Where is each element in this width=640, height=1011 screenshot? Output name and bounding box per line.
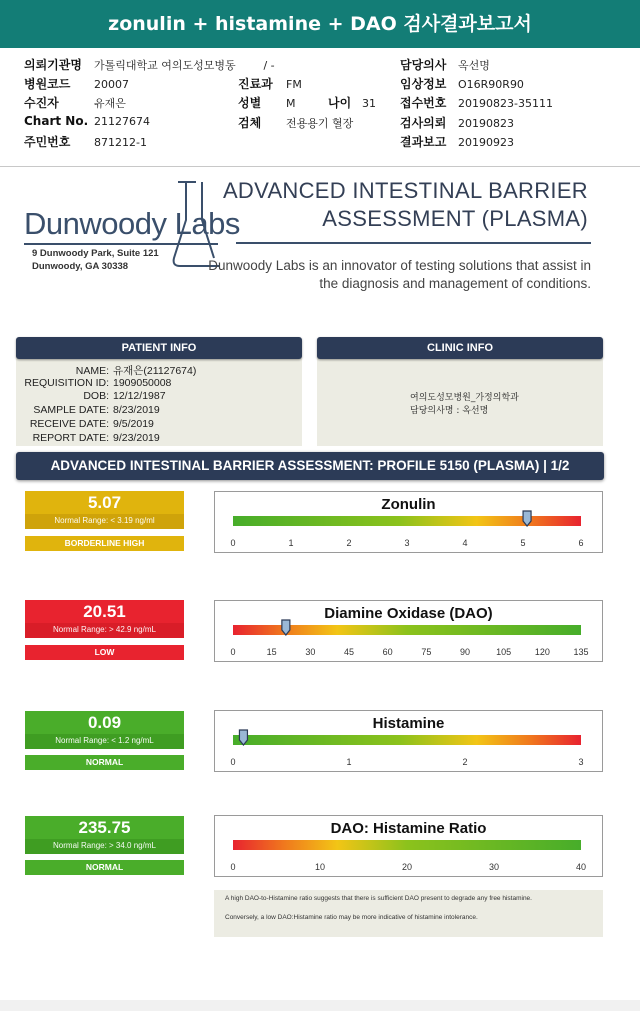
tick-label: 5	[520, 538, 526, 548]
header-chart-no: Chart No. 21127674	[24, 114, 150, 128]
gauge-title: DAO: Histamine Ratio	[330, 820, 487, 837]
tick-label: 10	[314, 862, 326, 872]
histamine-gauge	[214, 710, 603, 772]
title-underline	[236, 242, 591, 244]
header-patient: 수진자 유재은	[24, 96, 126, 110]
ratio-result	[25, 816, 184, 854]
header-divider	[0, 166, 640, 167]
tick-label: 0	[230, 757, 236, 767]
tick-label: 30	[305, 647, 316, 657]
address-line-1: 9 Dunwoody Park, Suite 121	[32, 248, 159, 259]
normal-range: Normal Range: > 34.0 ng/mL	[25, 839, 184, 854]
tick-label: 1	[346, 757, 352, 767]
page-footer-strip	[0, 1000, 640, 1011]
clinic-doctor: 담당의사명 : 옥선명	[410, 406, 489, 416]
report-date-row: REPORT DATE: 9/23/2019	[32, 432, 160, 444]
tick-label: 3	[578, 757, 584, 767]
tick-label: 75	[421, 647, 432, 657]
tick-label: 40	[575, 862, 587, 872]
logo-underline	[24, 243, 218, 245]
tick-label: 1	[288, 538, 294, 548]
header-age: 나이 31	[328, 96, 376, 110]
histamine-result	[25, 711, 184, 749]
dao-result	[25, 600, 184, 638]
tick-label: 6	[578, 538, 584, 548]
gauge-svg	[215, 711, 604, 773]
tick-label: 0	[230, 647, 236, 657]
note-line-2: Conversely, a low DAO:Histamine ratio may be more indicative of histamine intolerance.	[225, 914, 478, 921]
tick-label: 3	[404, 538, 410, 548]
header-resident-no: 주민번호 871212-1	[24, 135, 147, 149]
assessment-banner: ADVANCED INTESTINAL BARRIER ASSESSMENT: PROFILE 5150 (PLASMA) | 1/2	[16, 452, 604, 480]
tick-label: 0	[230, 538, 236, 548]
tick-label: 105	[496, 647, 512, 657]
clinic-name: 여의도성모병원_가정의학과	[410, 393, 519, 403]
header-specimen: 검체 전용용기 혈장	[238, 116, 354, 130]
tagline-line-2: the diagnosis and management of conditions.	[319, 276, 591, 291]
tick-label: 15	[266, 647, 277, 657]
gauge-title: Zonulin	[381, 496, 436, 513]
sample-date-row: SAMPLE DATE: 8/23/2019	[33, 404, 160, 416]
gauge-bar	[233, 840, 581, 850]
header-receipt-no: 접수번호 20190823-35111	[400, 96, 553, 110]
ratio-status-badge: NORMAL	[25, 860, 184, 875]
lab-logo: Dunwoody Labs	[24, 206, 240, 241]
header-clinical-info: 임상정보 O16R90R90	[400, 77, 524, 91]
zonulin-gauge	[214, 491, 603, 553]
gauge-svg	[215, 601, 604, 663]
tick-label: 2	[346, 538, 352, 548]
normal-range: Normal Range: < 1.2 ng/mL	[25, 734, 184, 749]
tagline-line-1: Dunwoody Labs is an innovator of testing solutions that assist in	[208, 258, 591, 273]
histamine-status-badge: NORMAL	[25, 755, 184, 770]
requisition-id-row: REQUISITION ID: 1909050008	[24, 377, 172, 389]
header-sex: 성별 M	[238, 96, 296, 110]
result-value: 235.75	[78, 818, 131, 837]
result-value: 0.09	[87, 713, 122, 732]
gauge-svg	[215, 492, 604, 554]
receive-date-row: RECEIVE DATE: 9/5/2019	[29, 418, 154, 430]
report-title-line-1: ADVANCED INTESTINAL BARRIER	[222, 178, 588, 203]
header-test-request: 검사의뢰 20190823	[400, 116, 514, 130]
clinic-info-heading: CLINIC INFO	[317, 337, 603, 359]
tick-label: 30	[488, 862, 500, 872]
dob-row: DOB: 12/12/1987	[83, 390, 166, 402]
tick-label: 4	[462, 538, 468, 548]
tick-label: 0	[230, 862, 236, 872]
header-institution: 의뢰기관명 가톨릭대학교 여의도성모병동 / -	[24, 58, 275, 72]
ratio-gauge	[214, 815, 603, 877]
result-value: 20.51	[83, 602, 126, 621]
tick-label: 135	[573, 647, 589, 657]
note-line-1: A high DAO-to-Histamine ratio suggests that there is sufficient DAO present to degrade any free histamine.	[225, 895, 532, 902]
report-title-bar: zonulin + histamine + DAO 검사결과보고서	[0, 0, 640, 48]
tick-label: 45	[343, 647, 355, 657]
tick-label: 2	[462, 757, 468, 767]
gauge-bar	[233, 735, 581, 745]
normal-range: Normal Range: < 3.19 ng/ml	[25, 514, 184, 529]
tick-label: 60	[382, 647, 393, 657]
address-line-2: Dunwoody, GA 30338	[32, 261, 129, 272]
report-page	[0, 168, 640, 1006]
dao-gauge	[214, 600, 603, 662]
patient-name-row: NAME: 유재은(21127674)	[75, 365, 197, 377]
header-doctor: 담당의사 옥선명	[400, 58, 490, 72]
tick-label: 20	[401, 862, 413, 872]
gauge-title: Diamine Oxidase (DAO)	[324, 605, 493, 622]
gauge-svg	[215, 816, 604, 878]
report-title-line-2: ASSESSMENT (PLASMA)	[322, 206, 588, 231]
header-result-report: 결과보고 20190923	[400, 135, 514, 149]
header-dept: 진료과 FM	[238, 77, 302, 91]
header-hospital-code: 병원코드 20007	[24, 77, 129, 91]
tick-label: 90	[459, 647, 471, 657]
result-value: 5.07	[87, 493, 122, 512]
gauge-title: Histamine	[372, 715, 445, 732]
normal-range: Normal Range: > 42.9 ng/mL	[25, 623, 184, 638]
tick-label: 120	[534, 647, 550, 657]
zonulin-result	[25, 491, 184, 529]
dao-status-badge: LOW	[25, 645, 184, 660]
patient-info-heading: PATIENT INFO	[16, 337, 302, 359]
zonulin-status-badge: BORDERLINE HIGH	[25, 536, 184, 551]
